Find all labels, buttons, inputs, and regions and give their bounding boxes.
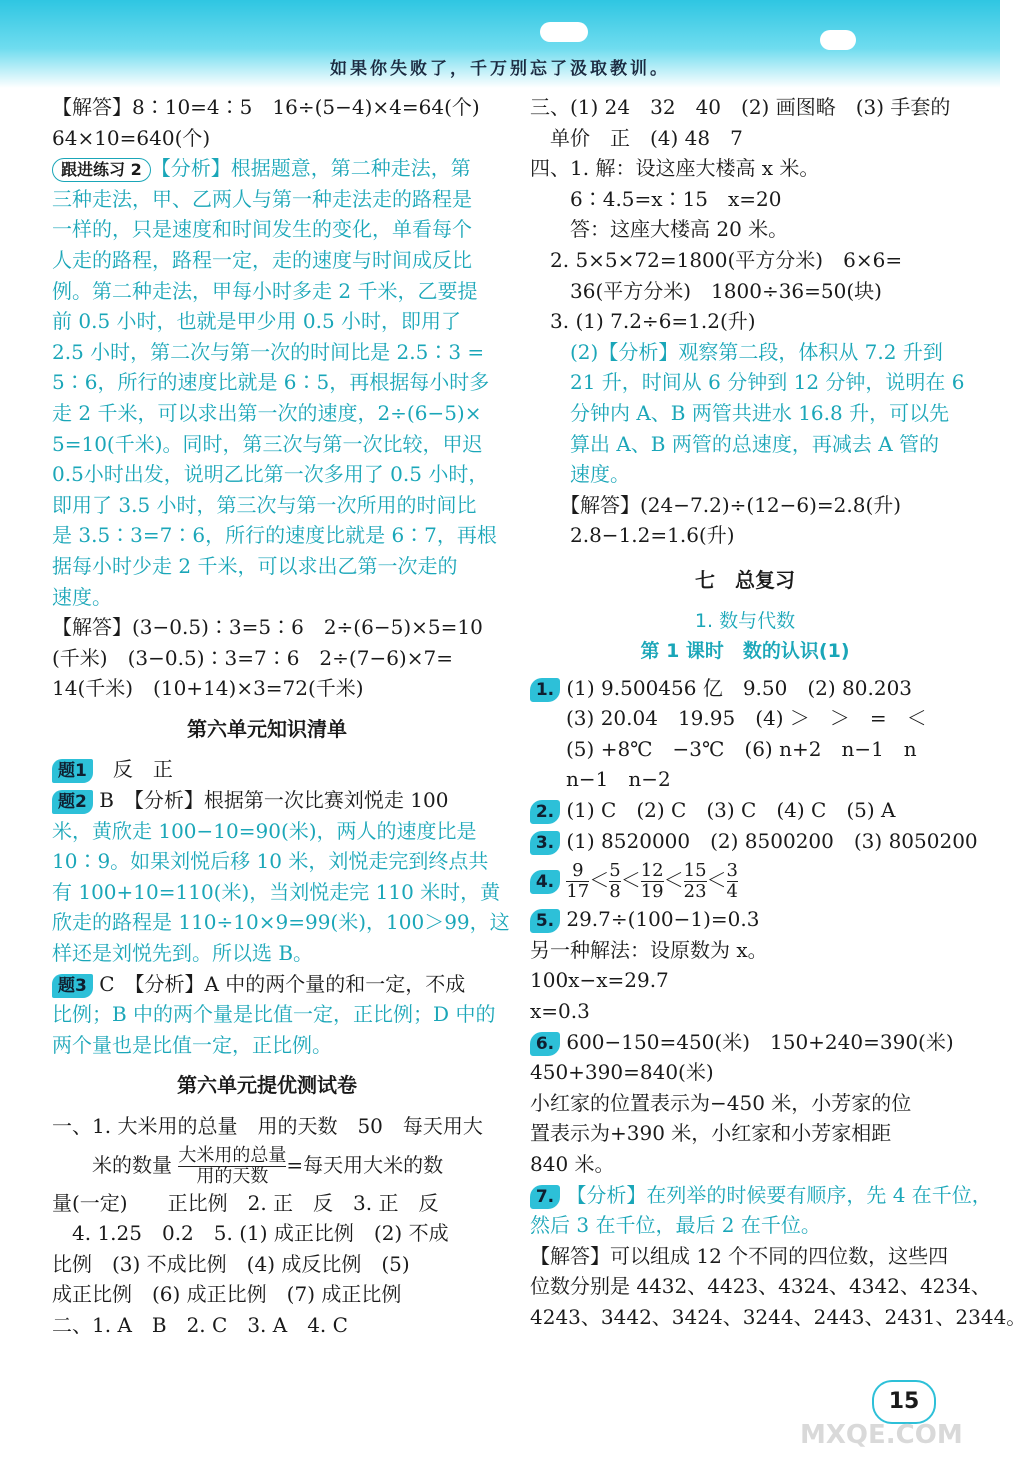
answer-line: n−1 n−2 — [566, 767, 671, 792]
answer-line: 450+390=840(米) — [530, 1060, 714, 1085]
answer-line: 6∶4.5=x∶15 x=20 — [530, 186, 782, 211]
left-column — [52, 92, 510, 1341]
fraction: $\frac{12}{19}$ — [640, 860, 664, 903]
question-number-badge: 5. — [530, 909, 560, 933]
analysis-line: 算出 A、B 两管的总速度，再减去 A 管的 — [530, 431, 940, 456]
fraction: $\frac{9}{17}$ — [566, 860, 590, 903]
answer-line: 四、1. 解：设这座大楼高 x 米。 — [530, 156, 820, 181]
analysis-line: 三种走法，甲、乙两人与第一种走法走的路程是 — [52, 186, 472, 211]
answer-line: 【解答】可以组成 12 个不同的四位数，这些四 — [530, 1243, 949, 1268]
answer-line: 4243、3442、3424、3244、2443、2431、2344。 — [530, 1304, 1026, 1329]
header-banner — [0, 0, 1000, 88]
question-label: 题1 — [52, 759, 93, 783]
answer-line: 置表示为+390 米，小红家和小芳家相距 — [530, 1121, 892, 1146]
fraction: $\frac{15}{23}$ — [683, 860, 707, 903]
analysis-line: 【分析】在列举的时候要有顺序，先 4 在千位， — [566, 1182, 992, 1207]
answer-line: 【解答】(24−7.2)÷(12−6)=2.8(升) — [530, 492, 902, 517]
answer-line: (1) C (2) C (3) C (4) C (5) A — [566, 798, 896, 823]
answer-line: 14(千米) (10+14)×3=72(千米) — [52, 676, 364, 701]
analysis-line: 速度。 — [530, 462, 630, 487]
question-number-badge: 1. — [530, 678, 560, 702]
analysis-line: 据每小时少走 2 千米，可以求出乙第一次走的 — [52, 553, 458, 578]
cloud-decoration — [540, 22, 588, 42]
lesson-heading: 第 1 课时 数的认识(1) — [640, 640, 850, 663]
answer-line: 【解答】8∶10=4∶5 16÷(5−4)×4=64(个) — [52, 95, 480, 119]
answer-line: (1) 9.500456 亿 9.50 (2) 80.203 — [566, 675, 913, 700]
test-line: 一、1. 大米用的总量 用的天数 50 每天用大 — [52, 1114, 483, 1138]
analysis-line: 0.5小时出发，说明乙比第一次多用了 0.5 小时， — [52, 462, 489, 487]
fraction: $\frac{5}{8}$ — [609, 860, 621, 903]
question-number-badge: 7. — [530, 1185, 560, 1209]
analysis-line: 然后 3 在千位，最后 2 在千位。 — [530, 1213, 821, 1238]
motto: 如果你失败了，千万别忘了汲取教训。 — [330, 59, 670, 79]
answer-line: 29.7÷(100−1)=0.3 — [566, 907, 760, 932]
analysis-line: 前 0.5 小时，也就是甲少用 0.5 小时，即用了 — [52, 309, 462, 334]
analysis-line: 一样的，只是速度和时间发生的变化，单看每个 — [52, 217, 472, 242]
test-line: 二、1. A B 2. C 3. A 4. C — [52, 1312, 348, 1337]
analysis-line: 是 3.5∶3=7∶6，所行的速度比就是 6∶7，再根 — [52, 523, 497, 548]
answer-line: 另一种解法：设原数为 x。 — [530, 937, 768, 962]
answer-line: 三、(1) 24 32 40 (2) 画图略 (3) 手套的 — [530, 95, 951, 119]
answer-line: (1) 8520000 (2) 8500200 (3) 8050200 — [566, 828, 978, 853]
question-label: 题3 — [52, 974, 93, 998]
analysis-line: 有 100+10=110(米)，当刘悦走完 110 米时，黄 — [52, 879, 501, 904]
section-heading: 第六单元提优测试卷 — [177, 1073, 357, 1098]
answer-line: 单价 正 (4) 48 7 — [530, 125, 743, 150]
analysis-line: 10∶9。如果刘悦后移 10 米，刘悦走完到终点共 — [52, 849, 489, 874]
test-line: 4. 1.25 0.2 5. (1) 成正比例 (2) 不成 — [52, 1221, 449, 1246]
follow-practice-tag: 跟进练习 2 — [52, 158, 151, 182]
question-number-badge: 4. — [530, 870, 560, 894]
analysis-line: (2)【分析】观察第二段，体积从 7.2 升到 — [530, 339, 943, 364]
test-line: 比例 (3) 不成比例 (4) 成反比例 (5) — [52, 1251, 410, 1276]
analysis-line: 分钟内 A、B 两管共进水 16.8 升，可以先 — [530, 400, 950, 425]
answer-line: 2. 5×5×72=1800(平方分米) 6×6= — [530, 247, 903, 272]
question-label: 题2 — [52, 790, 93, 814]
fraction: $\frac{\text{大米用的总量}}{\text{用的天数}}$ — [178, 1144, 287, 1187]
analysis-line: 例。第二种走法，甲每小时多走 2 千米，乙要提 — [52, 278, 478, 303]
answer-line: (千米) (3−0.5)∶3=7∶6 2÷(7−6)×7= — [52, 645, 453, 670]
analysis-line: 比例；B 中的两个量是比值一定，正比例；D 中的 — [52, 1002, 496, 1027]
analysis-line: 21 升，时间从 6 分钟到 12 分钟，说明在 6 — [530, 370, 965, 395]
analysis-line: 速度。 — [52, 584, 112, 609]
analysis-line: 即用了 3.5 小时，第三次与第一次所用的时间比 — [52, 492, 477, 517]
question-number-badge: 2. — [530, 800, 560, 824]
subsection-heading: 1. 数与代数 — [694, 609, 796, 632]
analysis-line: 人走的路程，路程一定，走的速度与时间成反比 — [52, 247, 472, 272]
answer-line: 答：这座大楼高 20 米。 — [530, 217, 789, 242]
answer-line: x=0.3 — [530, 999, 590, 1024]
answer-line: 2.8−1.2=1.6(升) — [530, 523, 735, 548]
answer-line: 【解答】(3−0.5)∶3=5∶6 2÷(6−5)×5=10 — [52, 615, 483, 640]
answer-line: 36(平方分米) 1800÷36=50(块) — [530, 278, 882, 303]
analysis-line: 走 2 千米，可以求出第一次的速度，2÷(6−5)× — [52, 400, 482, 425]
test-line: 米的数量 — [92, 1152, 172, 1177]
answer-line: 位数分别是 4432、4423、4324、4342、4234、 — [530, 1274, 991, 1299]
section-heading: 第六单元知识清单 — [187, 716, 347, 741]
question-number-badge: 3. — [530, 831, 560, 855]
test-line: 量(一定) 正比例 2. 正 反 3. 正 反 — [52, 1190, 439, 1215]
page-number: 15 — [872, 1380, 936, 1424]
answer-line: 3. (1) 7.2÷6=1.2(升) — [530, 309, 756, 334]
right-column: 三、(1) 24 32 40 (2) 画图略 (3) 手套的 单价 正 (4) 48 7 四、1. 解：设这座大楼高 x 米。 6∶4.5=x∶15 x=20 答：这座大楼高 20 米。 2. 5×5×72=1800(平方分米) 6×6= 36(平方分米) 1800÷36=50(块) 3. (1) 7.2÷6=1.2(升) (2)【分析】观察第二段，体积从 7.2 升到 21 升，时间从 6 分钟到 12 分钟，说明在 6 分钟内 A、B 两管共进水 16.8 升，可以先 算出 A、B 两管的总速度，再减去 A 管的 速度。 【解答】(24−7.2)÷(12−6)=2.8(升) 2.8−1.2=1.6(升) 七 总复习 1. 数与代数 第 1 课时 数的认识(1) 1. (1) 9.500456 亿 9.50 (2) 80.203 (3) 20.04 19.95 (4) ＞ ＞ = ＜ (5) +8℃ −3℃ (6) n+2 n−1 n n−1 n−2 2. (1) C (2) C (3) C (4) C (5) A 3. (1) 8520000 (2) 8500200 (3) 8050200 4. $\frac{9}{17}$ ＜ $\frac{5}{8}$ ＜ $\frac{12}{19}$ ＜ $\frac{15}{23}$ ＜ $\frac{3}{4}$ 5. 29.7÷(100−1)=0.3 另一种解法：设原数为 x。 100x−x=29.7 x=0.3 6. 600−150=450(米) 150+240=390(米) 450+390=840(米) 小红家的位置表示为−450 米，小芳家的位 置表示为+390 米，小红家和小芳家相距 840 米。 7. 【分析】在列举的时候要有顺序，先 4 在千位， 然后 3 在千位，最后 2 在千位。 【解答】可以组成 12 个不同的四位数，这些四 位数分别是 4432、4423、4324、4342、4234、 4243、3442、3424、3244、2443、2431、2344。 — [530, 92, 960, 1333]
analysis-line: 2.5 小时，第二次与第一次的时间比是 2.5∶3 = — [52, 339, 485, 364]
question-text: 反 正 — [112, 757, 173, 782]
answer-line: (5) +8℃ −3℃ (6) n+2 n−1 n — [566, 736, 917, 761]
question-text: C 【分析】A 中的两个量的和一定，不成 — [99, 971, 466, 996]
answer-line: (3) 20.04 19.95 (4) ＞ ＞ = ＜ — [566, 706, 927, 731]
question-text: B 【分析】根据第一次比赛刘悦走 100 — [99, 788, 449, 813]
answer-line: 小红家的位置表示为−450 米，小芳家的位 — [530, 1090, 912, 1115]
test-line: 成正比例 (6) 成正比例 (7) 成正比例 — [52, 1282, 402, 1307]
answer-line: 840 米。 — [530, 1152, 615, 1176]
fraction: $\frac{3}{4}$ — [726, 860, 738, 903]
analysis-line: 样还是刘悦先到。所以选 B。 — [52, 941, 314, 966]
analysis-line: 5∶6，所行的速度比就是 6∶5，再根据每小时多 — [52, 370, 490, 395]
answer-line: 100x−x=29.7 — [530, 968, 669, 993]
watermark: MXQE.COM — [800, 1420, 963, 1450]
analysis-line: 5=10(千米)。同时，第三次与第一次比较，甲迟 — [52, 431, 483, 456]
cloud-decoration — [820, 30, 856, 50]
analysis-line: 两个量也是比值一定，正比例。 — [52, 1032, 332, 1057]
question-number-badge: 6. — [530, 1032, 560, 1056]
answer-line: 600−150=450(米) 150+240=390(米) — [566, 1029, 954, 1054]
analysis-line: 【分析】根据题意，第二种走法，第 — [150, 156, 471, 181]
answer-line: 64×10=640(个) — [52, 125, 211, 150]
test-line: =每天用大米的数 — [286, 1152, 444, 1177]
analysis-line: 米，黄欣走 100−10=90(米)，两人的速度比是 — [52, 818, 477, 843]
analysis-line: 欣走的路程是 110÷10×9=99(米)，100＞99，这 — [52, 910, 510, 935]
chapter-heading: 七 总复习 — [695, 567, 795, 592]
